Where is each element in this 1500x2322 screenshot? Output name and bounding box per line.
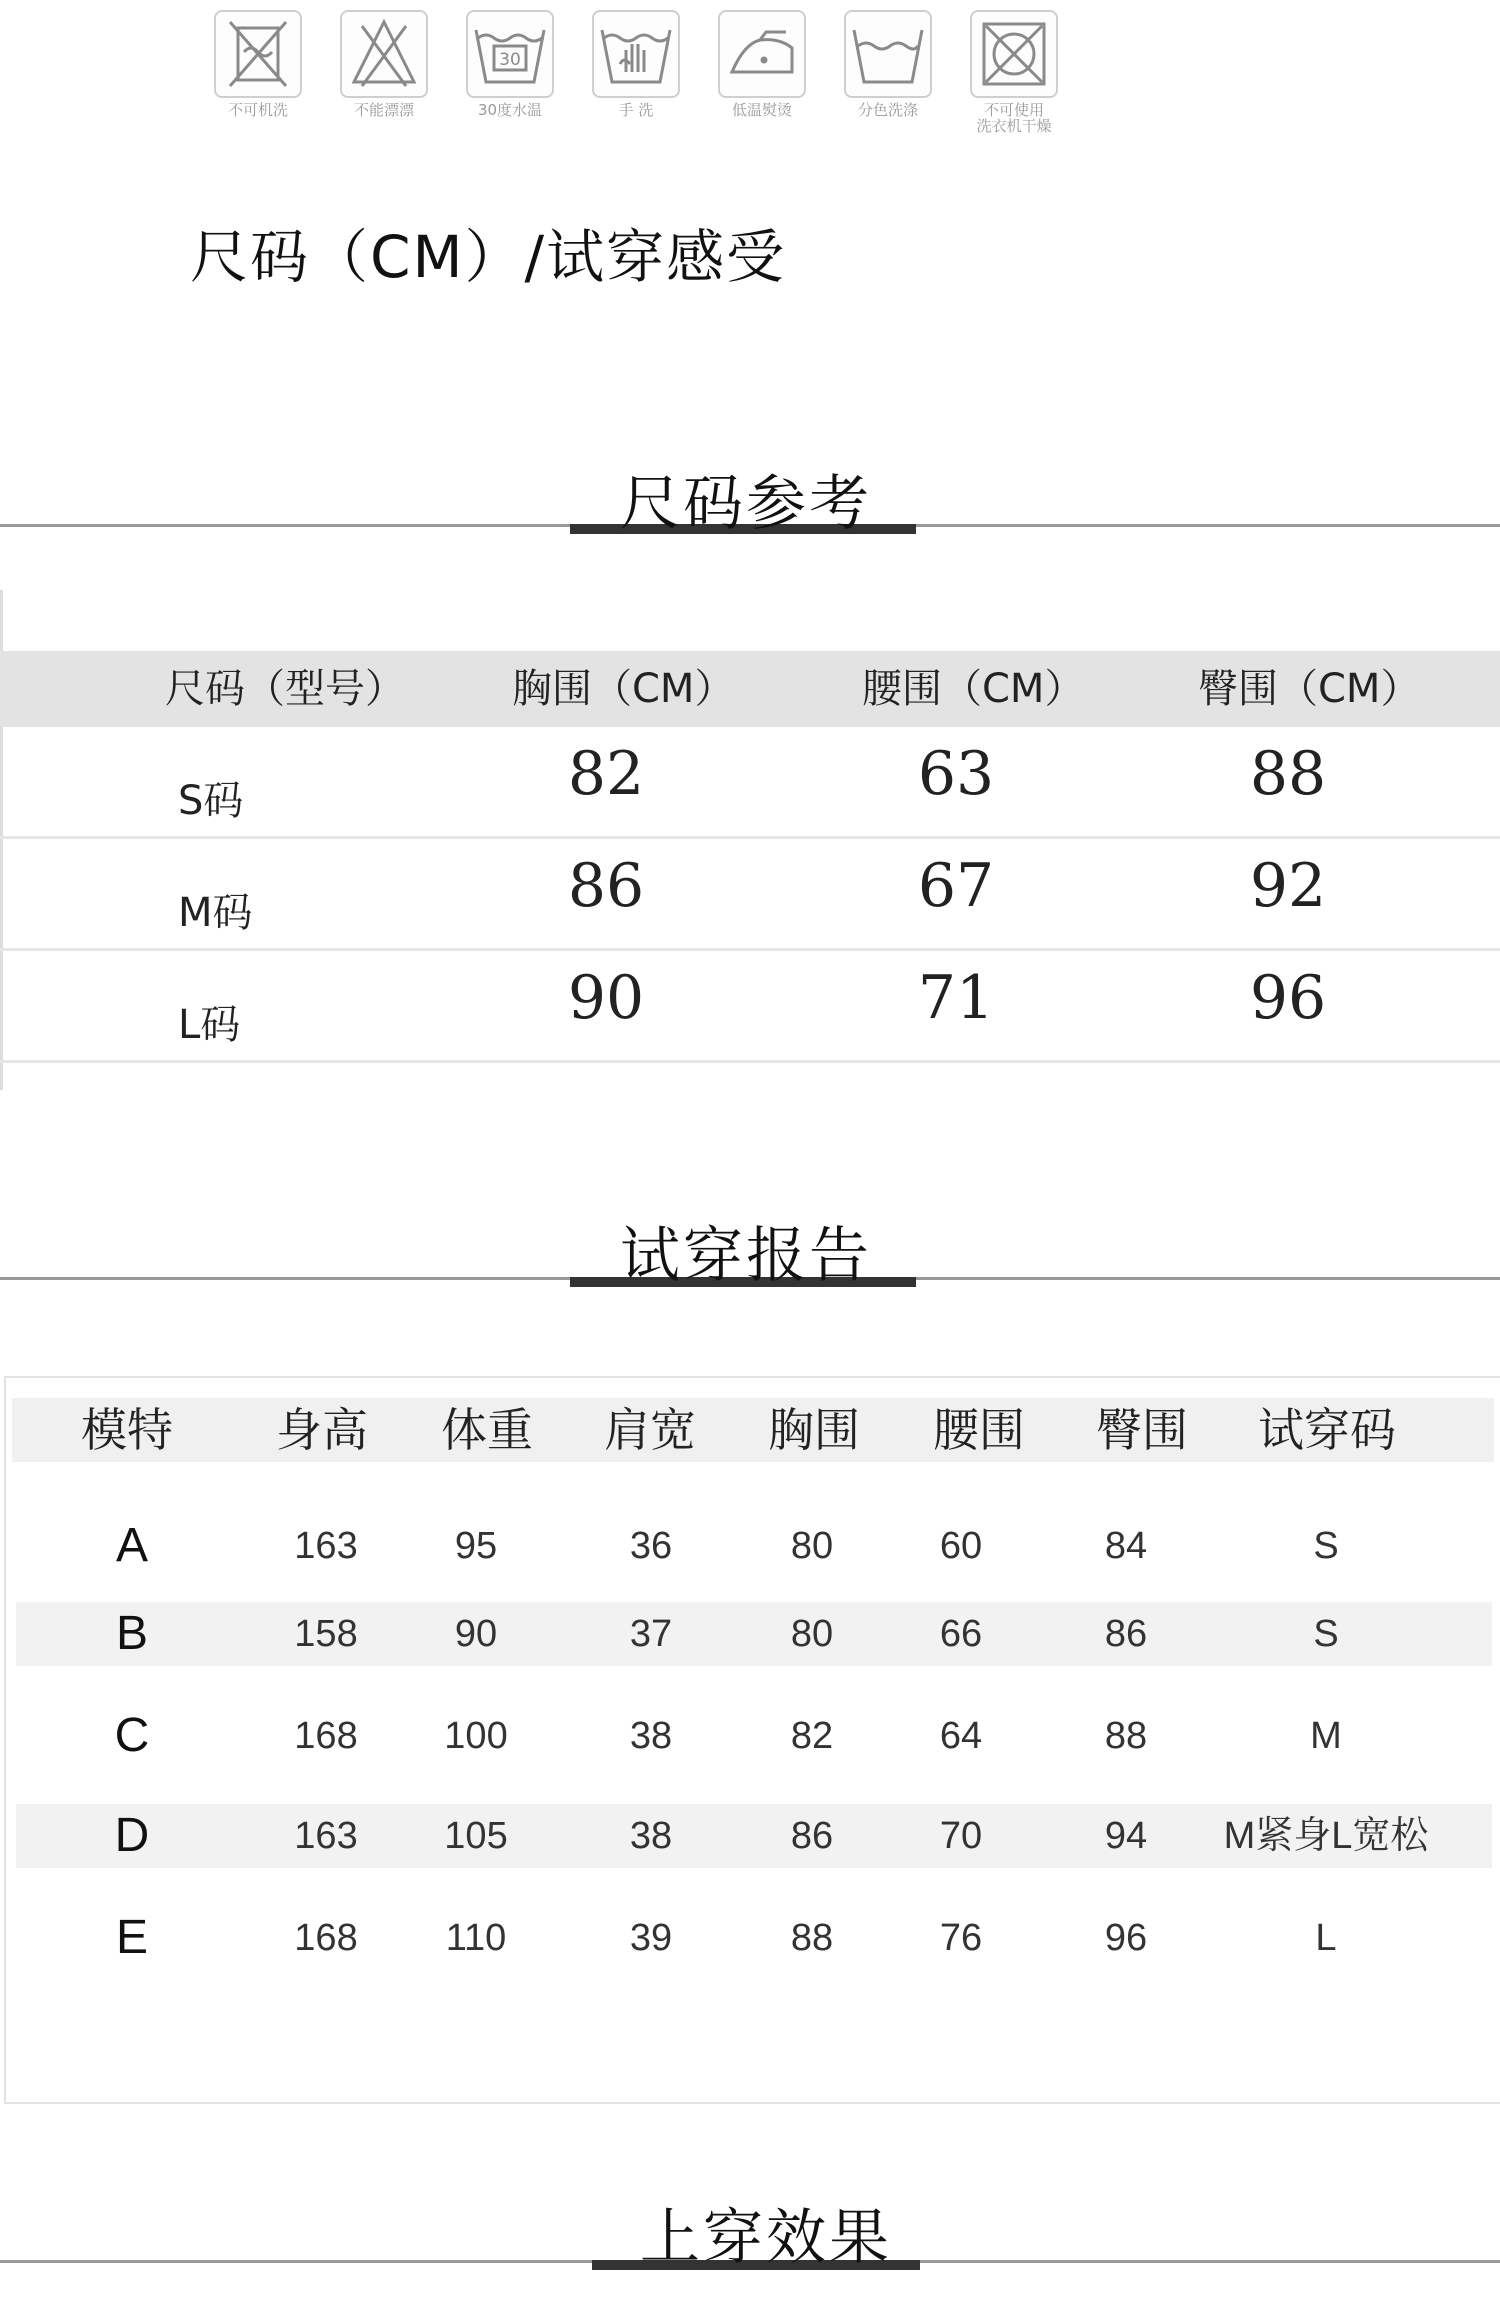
header-cell: 胸围（CM） xyxy=(512,666,735,712)
table-row xyxy=(16,1602,1492,1666)
no-bleach-icon xyxy=(340,10,428,98)
fit-size-cell: S xyxy=(1313,1613,1339,1655)
table-row xyxy=(0,839,1500,951)
hip-value: 88 xyxy=(1249,739,1327,809)
model-cell: C xyxy=(114,1709,150,1762)
weight-cell: 90 xyxy=(454,1613,498,1655)
care-label: 手 洗 xyxy=(618,101,654,119)
waist-value: 71 xyxy=(917,963,995,1033)
chest-value: 90 xyxy=(567,963,645,1033)
section-title-report: 试穿报告 xyxy=(620,1221,872,1291)
wash-temperature-number: 30 xyxy=(499,50,521,70)
size-table-header xyxy=(0,651,1500,727)
height-cell: 163 xyxy=(294,1525,358,1567)
weight-cell: 100 xyxy=(444,1715,508,1757)
hip-cell: 86 xyxy=(1104,1613,1148,1655)
table-row xyxy=(16,1514,1492,1578)
fit-size-cell: M紧身L宽松 xyxy=(1223,1815,1429,1857)
waist-value: 63 xyxy=(917,739,995,809)
size-label: L码 xyxy=(178,1002,241,1048)
wash-30-degree-icon xyxy=(466,10,554,98)
section-title-size-ref: 尺码参考 xyxy=(620,469,872,539)
shoulder-cell: 37 xyxy=(629,1613,673,1655)
shoulder-cell: 39 xyxy=(629,1917,673,1959)
no-machine-wash-icon xyxy=(214,10,302,98)
weight-cell: 105 xyxy=(444,1815,508,1857)
shoulder-cell: 38 xyxy=(629,1815,673,1857)
model-cell: E xyxy=(115,1911,148,1964)
no-tumble-dry-icon xyxy=(970,10,1058,98)
hip-cell: 88 xyxy=(1104,1715,1148,1757)
chest-cell: 80 xyxy=(790,1613,834,1655)
table-row xyxy=(16,1906,1492,1970)
chest-cell: 88 xyxy=(790,1917,834,1959)
chest-value: 82 xyxy=(567,739,645,809)
size-label: S码 xyxy=(178,778,244,824)
hip-value: 92 xyxy=(1249,851,1327,921)
header-cell: 体重 xyxy=(441,1403,533,1457)
care-label: 不可机洗 xyxy=(227,101,288,119)
waist-cell: 66 xyxy=(939,1613,983,1655)
header-cell: 腰围（CM） xyxy=(862,666,1085,712)
fit-size-cell: L xyxy=(1315,1917,1337,1959)
hip-value: 96 xyxy=(1249,963,1327,1033)
model-cell: A xyxy=(115,1519,148,1572)
care-icon-low-temp-iron xyxy=(716,10,808,132)
waist-cell: 70 xyxy=(939,1815,983,1857)
shoulder-cell: 36 xyxy=(629,1525,673,1567)
model-cell: B xyxy=(115,1607,148,1660)
care-label: 不能漂漂 xyxy=(353,101,414,119)
chest-value: 86 xyxy=(567,851,645,921)
waist-cell: 64 xyxy=(939,1715,983,1757)
header-cell: 臀围（CM） xyxy=(1198,666,1421,712)
fit-size-cell: S xyxy=(1313,1525,1339,1567)
care-label: 30度水温 xyxy=(477,101,543,119)
care-label: 分色洗涤 xyxy=(857,101,918,119)
height-cell: 168 xyxy=(294,1917,358,1959)
care-icon-no-bleach xyxy=(338,10,430,132)
table-row xyxy=(16,1804,1492,1868)
care-icon-wash-30 xyxy=(464,10,556,132)
waist-cell: 60 xyxy=(939,1525,983,1567)
height-cell: 168 xyxy=(294,1715,358,1757)
fit-size-cell: M xyxy=(1310,1715,1342,1757)
header-cell: 试穿码 xyxy=(1258,1403,1396,1457)
hip-cell: 96 xyxy=(1104,1917,1148,1959)
header-cell: 肩宽 xyxy=(604,1403,696,1457)
care-icon-wash-separately xyxy=(842,10,934,132)
size-table xyxy=(0,590,1500,1090)
chest-cell: 80 xyxy=(790,1525,834,1567)
header-cell: 尺码（型号） xyxy=(165,666,405,712)
hip-cell: 84 xyxy=(1104,1525,1148,1567)
shoulder-cell: 38 xyxy=(629,1715,673,1757)
header-cell: 胸围 xyxy=(768,1403,860,1457)
fitting-report-table xyxy=(4,1376,1500,2104)
height-cell: 158 xyxy=(294,1613,358,1655)
low-temp-iron-icon xyxy=(718,10,806,98)
height-cell: 163 xyxy=(294,1815,358,1857)
waist-value: 67 xyxy=(917,851,995,921)
care-label: 不可使用 洗衣机干燥 xyxy=(976,101,1052,135)
header-cell: 模特 xyxy=(81,1403,173,1457)
waist-cell: 76 xyxy=(939,1917,983,1959)
size-label: M码 xyxy=(178,890,253,936)
header-cell: 臀围 xyxy=(1096,1403,1188,1457)
header-cell: 腰围 xyxy=(933,1403,1025,1457)
wash-separately-icon xyxy=(844,10,932,98)
hip-cell: 94 xyxy=(1104,1815,1148,1857)
report-table-header xyxy=(12,1398,1494,1462)
care-icon-hand-wash xyxy=(590,10,682,132)
table-row xyxy=(0,727,1500,839)
chest-cell: 86 xyxy=(790,1815,834,1857)
section-title-effect: 上穿效果 xyxy=(640,2203,892,2273)
table-row xyxy=(0,951,1500,1063)
size-heading: 尺码（CM）/试穿感受 xyxy=(190,223,787,291)
header-cell: 身高 xyxy=(276,1403,368,1457)
chest-cell: 82 xyxy=(790,1715,834,1757)
care-icon-no-machine-wash xyxy=(212,10,304,132)
weight-cell: 110 xyxy=(445,1917,507,1959)
model-cell: D xyxy=(114,1809,150,1862)
care-label: 低温熨烫 xyxy=(731,101,792,119)
care-icon-no-tumble-dry xyxy=(968,10,1060,135)
table-row xyxy=(16,1704,1492,1768)
weight-cell: 95 xyxy=(454,1525,498,1567)
hand-wash-icon xyxy=(592,10,680,98)
